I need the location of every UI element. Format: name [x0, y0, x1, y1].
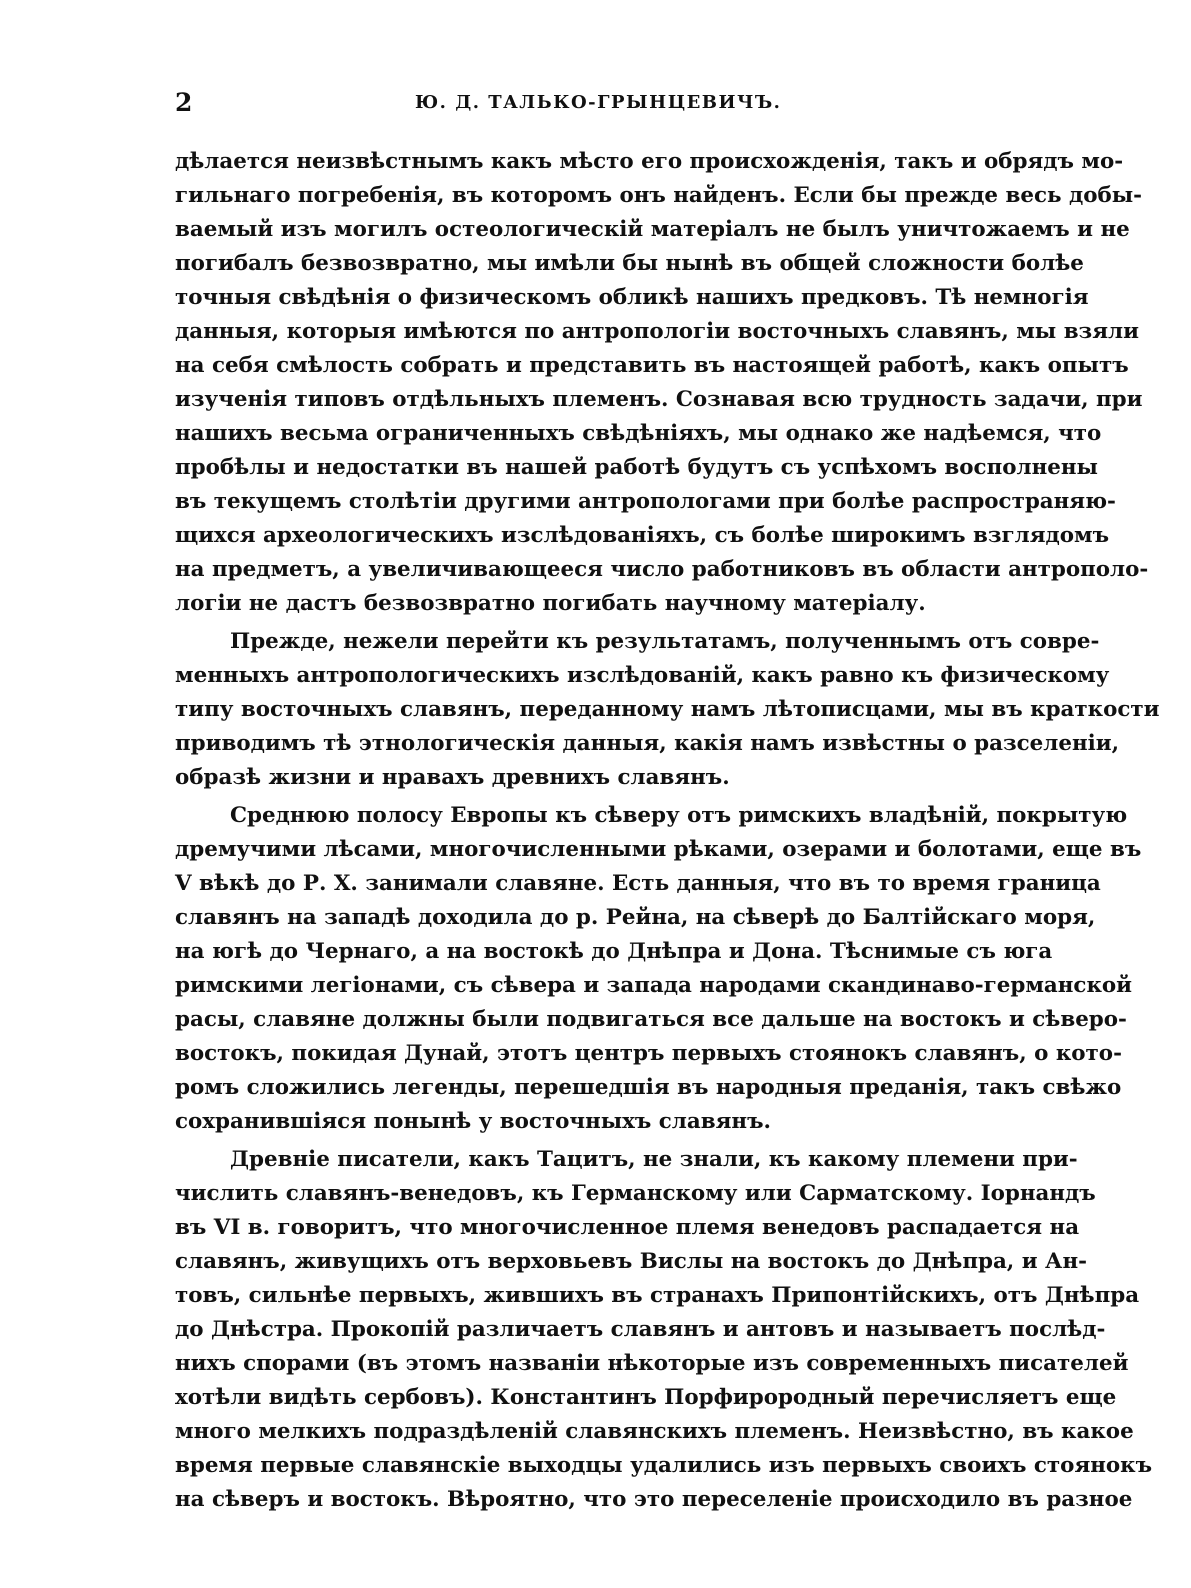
paragraph [175, 1143, 1153, 1517]
text-line: Среднюю полосу Европы къ сѣверу отъ римскихъ владѣній, покрытую [230, 803, 1128, 828]
text-line: на югѣ до Чернаго, а на востокѣ до Днѣпра и Дона. Тѣснимые съ юга [175, 939, 1053, 964]
text-line: въ VI в. говоритъ, что многочисленное племя венедовъ распадается на [175, 1215, 1080, 1240]
text-line: V вѣкѣ до Р. X. занимали славяне. Есть данныя, что въ то время граница [175, 871, 1101, 896]
text-line: образѣ жизни и нравахъ древнихъ славянъ. [175, 765, 730, 790]
text-line: сохранившіяся понынѣ у восточныхъ славянъ. [175, 1109, 771, 1134]
text-line: приводимъ тѣ этнологическія данныя, какія намъ извѣстны о разселеніи, [175, 731, 1120, 756]
text-line: Древніе писатели, какъ Тацитъ, не знали, къ какому племени при- [230, 1147, 1078, 1172]
text-line: типу восточныхъ славянъ, переданному намъ лѣтописцами, мы въ краткости [175, 697, 1160, 722]
text-line: славянъ, живущихъ отъ верховьевъ Вислы на востокъ до Днѣпра, и Ан- [175, 1249, 1087, 1274]
text-line: данныя, которыя имѣются по антропологіи восточныхъ славянъ, мы взяли [175, 319, 1139, 344]
text-line: логіи не дастъ безвозвратно погибать научному матеріалу. [175, 591, 926, 616]
text-line: дремучими лѣсами, многочисленными рѣками, озерами и болотами, еще въ [175, 837, 1142, 862]
text-line: Прежде, нежели перейти къ результатамъ, полученнымъ отъ совре- [230, 629, 1100, 654]
text-line: товъ, сильнѣе первыхъ, жившихъ въ странахъ Припонтійскихъ, отъ Днѣпра [175, 1283, 1140, 1308]
text-line: много мелкихъ подраздѣленій славянскихъ племенъ. Неизвѣстно, въ какое [175, 1419, 1134, 1444]
text-line: дѣлается неизвѣстнымъ какъ мѣсто его происхожденія, такъ и обрядъ мо- [175, 149, 1124, 174]
page-header [175, 88, 975, 118]
paragraph [175, 145, 1149, 621]
text-line: ромъ сложились легенды, перешедшія въ народныя преданія, такъ свѣжо [175, 1075, 1122, 1100]
text-line: время первые славянскіе выходцы удалились изъ первыхъ своихъ стоянокъ [175, 1453, 1153, 1478]
paragraph [175, 799, 1142, 1139]
text-line: гильнаго погребенія, въ которомъ онъ найденъ. Если бы прежде весь добы- [175, 183, 1143, 208]
text-line: хотѣли видѣть сербовъ). Константинъ Порфирородный перечисляетъ еще [175, 1385, 1117, 1410]
text-line: ваемый изъ могилъ остеологическій матеріалъ не былъ уничтожаемъ и не [175, 217, 1130, 242]
text-line: пробѣлы и недостатки въ нашей работѣ будутъ съ успѣхомъ восполнены [175, 455, 1098, 480]
text-line: погибалъ безвозвратно, мы имѣли бы нынѣ въ общей сложности болѣе [175, 251, 1084, 276]
text-line: расы, славяне должны были подвигаться все дальше на востокъ и сѣверо- [175, 1007, 1127, 1032]
text-line: до Днѣстра. Прокопій различаетъ славянъ и антовъ и называетъ послѣд- [175, 1317, 1106, 1342]
text-line: востокъ, покидая Дунай, этотъ центръ первыхъ стоянокъ славянъ, о кото- [175, 1041, 1122, 1066]
text-line: числить славянъ-венедовъ, къ Германскому или Сарматскому. Іорнандъ [175, 1181, 1096, 1206]
text-line: точныя свѣдѣнія о физическомъ обликѣ нашихъ предковъ. Тѣ немногія [175, 285, 1089, 310]
text-line: славянъ на западѣ доходила до р. Рейна, на сѣверѣ до Балтійскаго моря, [175, 905, 1096, 930]
page-number: 2 [175, 88, 193, 117]
text-line: въ текущемъ столѣтіи другими антропологами при болѣе распространяю- [175, 489, 1116, 514]
text-line: изученія типовъ отдѣльныхъ племенъ. Сознавая всю трудность задачи, при [175, 387, 1143, 412]
text-line: на себя смѣлость собрать и представить въ настоящей работѣ, какъ опытъ [175, 353, 1129, 378]
text-line: нихъ спорами (въ этомъ названіи нѣкоторые изъ современныхъ писателей [175, 1351, 1129, 1376]
text-line: нашихъ весьма ограниченныхъ свѣдѣніяхъ, мы однако же надѣемся, что [175, 421, 1102, 446]
text-line: менныхъ антропологическихъ изслѣдованій, какъ равно къ физическому [175, 663, 1110, 688]
text-line: на сѣверъ и востокъ. Вѣроятно, что это переселеніе происходило въ разное [175, 1487, 1133, 1512]
text-line: щихся археологическихъ изслѣдованіяхъ, съ болѣе широкимъ взглядомъ [175, 523, 1110, 548]
text-line: римскими легіонами, съ сѣвера и запада народами скандинаво-германской [175, 973, 1133, 998]
paragraph [175, 625, 1160, 795]
text-line: на предметъ, а увеличивающееся число работниковъ въ области антрополо- [175, 557, 1149, 582]
body-text [175, 145, 1160, 1517]
running-title: Ю. Д. ТАЛЬКО-ГРЫНЦЕВИЧЪ. [415, 92, 782, 113]
